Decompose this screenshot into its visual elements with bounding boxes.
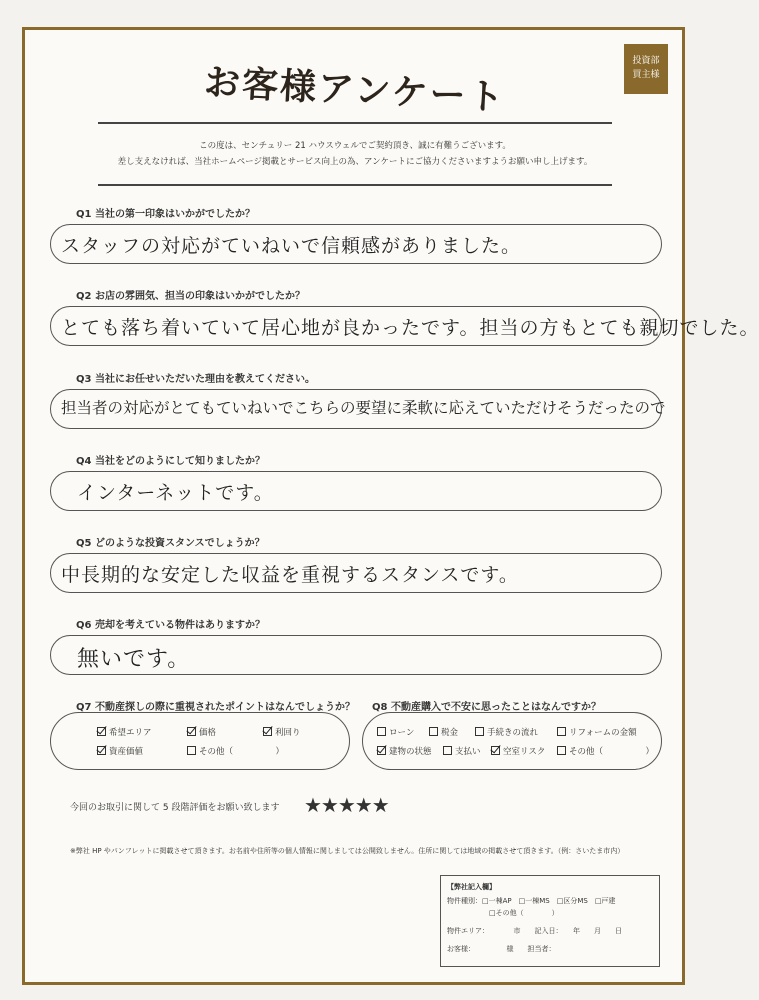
q7-option-price[interactable] xyxy=(187,726,216,738)
q3-label: Q3 当社にお任せいただいた理由を教えてください。 xyxy=(76,374,315,385)
q1-answer-box xyxy=(50,224,662,264)
q8-option-label: 建物の状態 xyxy=(389,747,432,757)
q8-label: Q8 不動産購入で不安に思ったことはなんですか？ xyxy=(372,702,601,713)
intro-bottom-rule xyxy=(98,184,612,186)
q7-option-asset[interactable] xyxy=(97,745,143,757)
intro-line-1: この度は、センチュリー 21 ハウスウェルでご契約頂き、誠に有難うございます。 xyxy=(199,141,511,151)
q3-answer: 担当者の対応がとてもていねいでこちらの要望に柔軟に応えていただけそうだったので xyxy=(61,399,666,417)
q5-label: Q5 どのような投資スタンスでしょうか？ xyxy=(76,538,265,549)
q5-answer-box xyxy=(50,553,662,593)
q6-answer-box xyxy=(50,635,662,675)
survey-title: お客様アンケート xyxy=(203,62,507,119)
rating-stars[interactable]: ★★★★★ xyxy=(304,793,389,817)
q8-option-label: 空室リスク xyxy=(503,747,546,757)
badge-line-1: 投資部 xyxy=(632,56,660,66)
badge-line-2: 買主様 xyxy=(632,70,660,80)
q2-answer: とても落ち着いていて居心地が良かったです。担当の方もとても親切でした。 xyxy=(61,317,759,339)
q8-option-payment[interactable] xyxy=(443,745,481,757)
q7-checkbox-3[interactable] xyxy=(97,746,106,755)
q8-option-label: リフォームの金額 xyxy=(569,728,637,738)
staff-box-other-line: □その他（ ） xyxy=(489,909,559,917)
q2-label: Q2 お店の雰囲気、担当の印象はいかがでしたか？ xyxy=(76,291,305,302)
q8-option-other[interactable] xyxy=(557,745,654,757)
q7-checkbox-4[interactable] xyxy=(187,746,196,755)
q8-option-tax[interactable] xyxy=(429,726,458,738)
q7-option-label: 資産価値 xyxy=(109,747,144,757)
q8-checkbox-0[interactable] xyxy=(377,727,386,736)
q8-checkbox-3[interactable] xyxy=(557,727,566,736)
q7-checkbox-1[interactable] xyxy=(187,727,196,736)
q8-option-label: 税金 xyxy=(441,728,459,738)
q8-option-label: 支払い xyxy=(455,747,481,757)
q8-option-label: 手続きの流れ xyxy=(487,728,539,738)
q8-options-box xyxy=(362,712,662,770)
rating-label: 今回のお取引に関して 5 段階評価をお願い致します xyxy=(70,803,280,813)
q8-checkbox-2[interactable] xyxy=(475,727,484,736)
staff-box-type-line: 物件種別：□一棟AP □一棟MS □区分MS □戸建 xyxy=(447,897,616,905)
q8-checkbox-1[interactable] xyxy=(429,727,438,736)
q1-answer: スタッフの対応がていねいで信頼感がありました。 xyxy=(61,235,522,257)
q8-option-reform[interactable] xyxy=(557,726,637,738)
q6-answer: 無いです。 xyxy=(77,647,191,672)
staff-box-title: 【弊社記入欄】 xyxy=(447,883,496,891)
q5-answer: 中長期的な安定した収益を重視するスタンスです。 xyxy=(61,564,519,586)
staff-use-box xyxy=(440,875,660,967)
q8-option-label: ローン xyxy=(389,728,415,738)
q7-options-box xyxy=(50,712,350,770)
q8-option-building[interactable] xyxy=(377,745,432,757)
q8-checkbox-6[interactable] xyxy=(491,746,500,755)
q7-option-other[interactable] xyxy=(187,745,284,757)
intro-top-rule xyxy=(98,122,612,124)
department-badge xyxy=(624,44,668,94)
q8-option-label: その他（ ） xyxy=(569,747,655,757)
intro-line-2: 差し支えなければ、当社ホームページ掲載とサービス向上の為、アンケートにご協力くださいますようお願い申し上げます。 xyxy=(117,157,593,167)
q1-label: Q1 当社の第一印象はいかがでしたか？ xyxy=(76,209,255,220)
q8-checkbox-7[interactable] xyxy=(557,746,566,755)
q7-option-label: その他（ ） xyxy=(199,747,285,757)
q4-answer-box xyxy=(50,471,662,511)
q7-checkbox-0[interactable] xyxy=(97,727,106,736)
q7-label: Q7 不動産探しの際に重視されたポイントはなんでしょうか？ xyxy=(76,702,355,713)
q7-option-label: 利回り xyxy=(275,728,301,738)
q8-option-procedure[interactable] xyxy=(475,726,538,738)
q8-option-loan[interactable] xyxy=(377,726,414,738)
q7-option-label: 価格 xyxy=(199,728,217,738)
staff-box-customer-line: お客様： 様 担当者： xyxy=(447,945,556,953)
q7-option-area[interactable] xyxy=(97,726,152,738)
q7-option-label: 希望エリア xyxy=(109,728,152,738)
q2-answer-box xyxy=(50,306,759,346)
staff-box-area-line: 物件エリア： 市 記入日： 年 月 日 xyxy=(447,927,622,935)
q7-option-yield[interactable] xyxy=(263,726,301,738)
q4-answer: インターネットです。 xyxy=(77,482,274,504)
q3-answer-box xyxy=(50,389,666,429)
q7-checkbox-2[interactable] xyxy=(263,727,272,736)
q6-label: Q6 売却を考えている物件はありますか？ xyxy=(76,620,265,631)
privacy-notice: ※弊社 HP やパンフレットに掲載させて頂きます。お名前や住所等の個人情報に関しましては公開致しません。住所に関しては地域の掲載させて頂きます。（例：さいたま市内） xyxy=(70,847,625,855)
q8-checkbox-4[interactable] xyxy=(377,746,386,755)
q8-option-vacancy[interactable] xyxy=(491,745,545,757)
q4-label: Q4 当社をどのようにして知りましたか？ xyxy=(76,456,265,467)
q8-checkbox-5[interactable] xyxy=(443,746,452,755)
